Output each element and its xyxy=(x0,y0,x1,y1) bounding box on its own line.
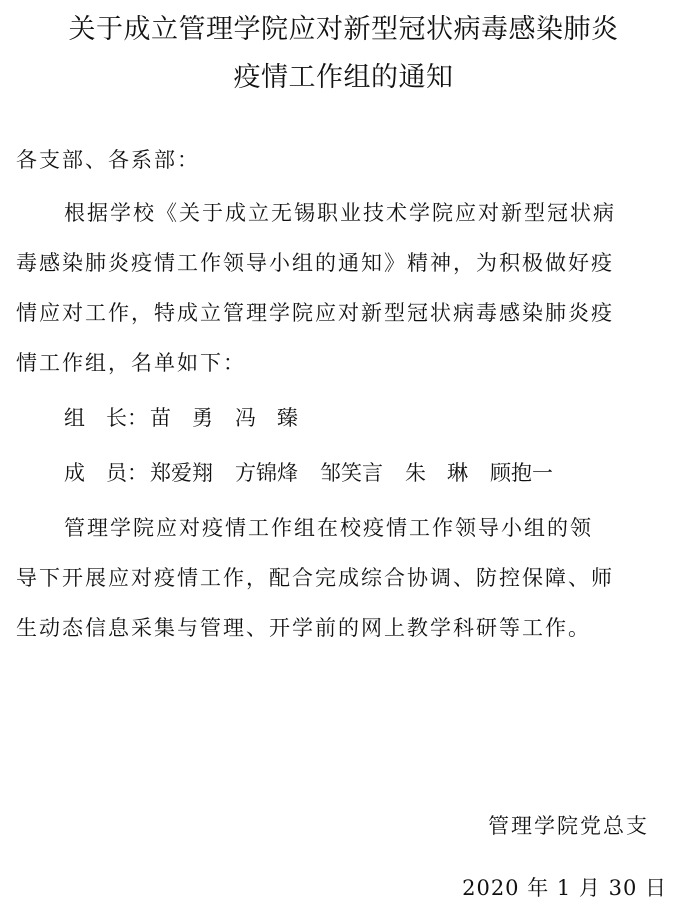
member-name: 朱 琳 xyxy=(405,461,468,485)
member-name: 方锦烽 xyxy=(235,461,298,485)
paragraph-line: 生动态信息采集与管理、开学前的网上教学科研等工作。 xyxy=(16,616,591,640)
paragraph-line: 根据学校《关于成立无锡职业技术学院应对新型冠状病 xyxy=(64,201,616,225)
group-members-names xyxy=(150,461,575,485)
group-leader-label: 组 长： xyxy=(64,406,148,430)
issue-date: 2020 年 1 月 30 日 xyxy=(462,876,667,900)
paragraph-intro xyxy=(16,188,676,388)
salutation: 各支部、各系部： xyxy=(16,148,200,172)
leader-name: 冯 臻 xyxy=(235,406,298,430)
paragraph-line: 情应对工作，特成立管理学院应对新型冠状病毒感染肺炎疫 xyxy=(16,301,614,325)
document-title-line1: 关于成立管理学院应对新型冠状病毒感染肺炎 xyxy=(68,14,619,45)
paragraph-line: 情工作组，名单如下： xyxy=(16,351,246,375)
paragraph-line: 管理学院应对疫情工作组在校疫情工作领导小组的领 xyxy=(64,516,593,540)
document-title-line2: 疫情工作组的通知 xyxy=(233,62,454,93)
group-leader-line xyxy=(64,398,320,438)
group-members-label: 成 员： xyxy=(64,461,148,485)
paragraph-duties xyxy=(16,503,676,653)
member-name: 顾抱一 xyxy=(490,461,553,485)
member-name: 邹笑言 xyxy=(320,461,383,485)
paragraph-line: 导下开展应对疫情工作，配合完成综合协调、防控保障、师 xyxy=(16,566,614,590)
group-leader-names xyxy=(150,406,320,430)
member-name: 郑爱翔 xyxy=(150,461,213,485)
paragraph-line: 毒感染肺炎疫情工作领导小组的通知》精神，为积极做好疫 xyxy=(16,251,614,275)
signature: 管理学院党总支 xyxy=(488,814,649,838)
group-members-line xyxy=(64,453,575,493)
leader-name: 苗 勇 xyxy=(150,406,213,430)
